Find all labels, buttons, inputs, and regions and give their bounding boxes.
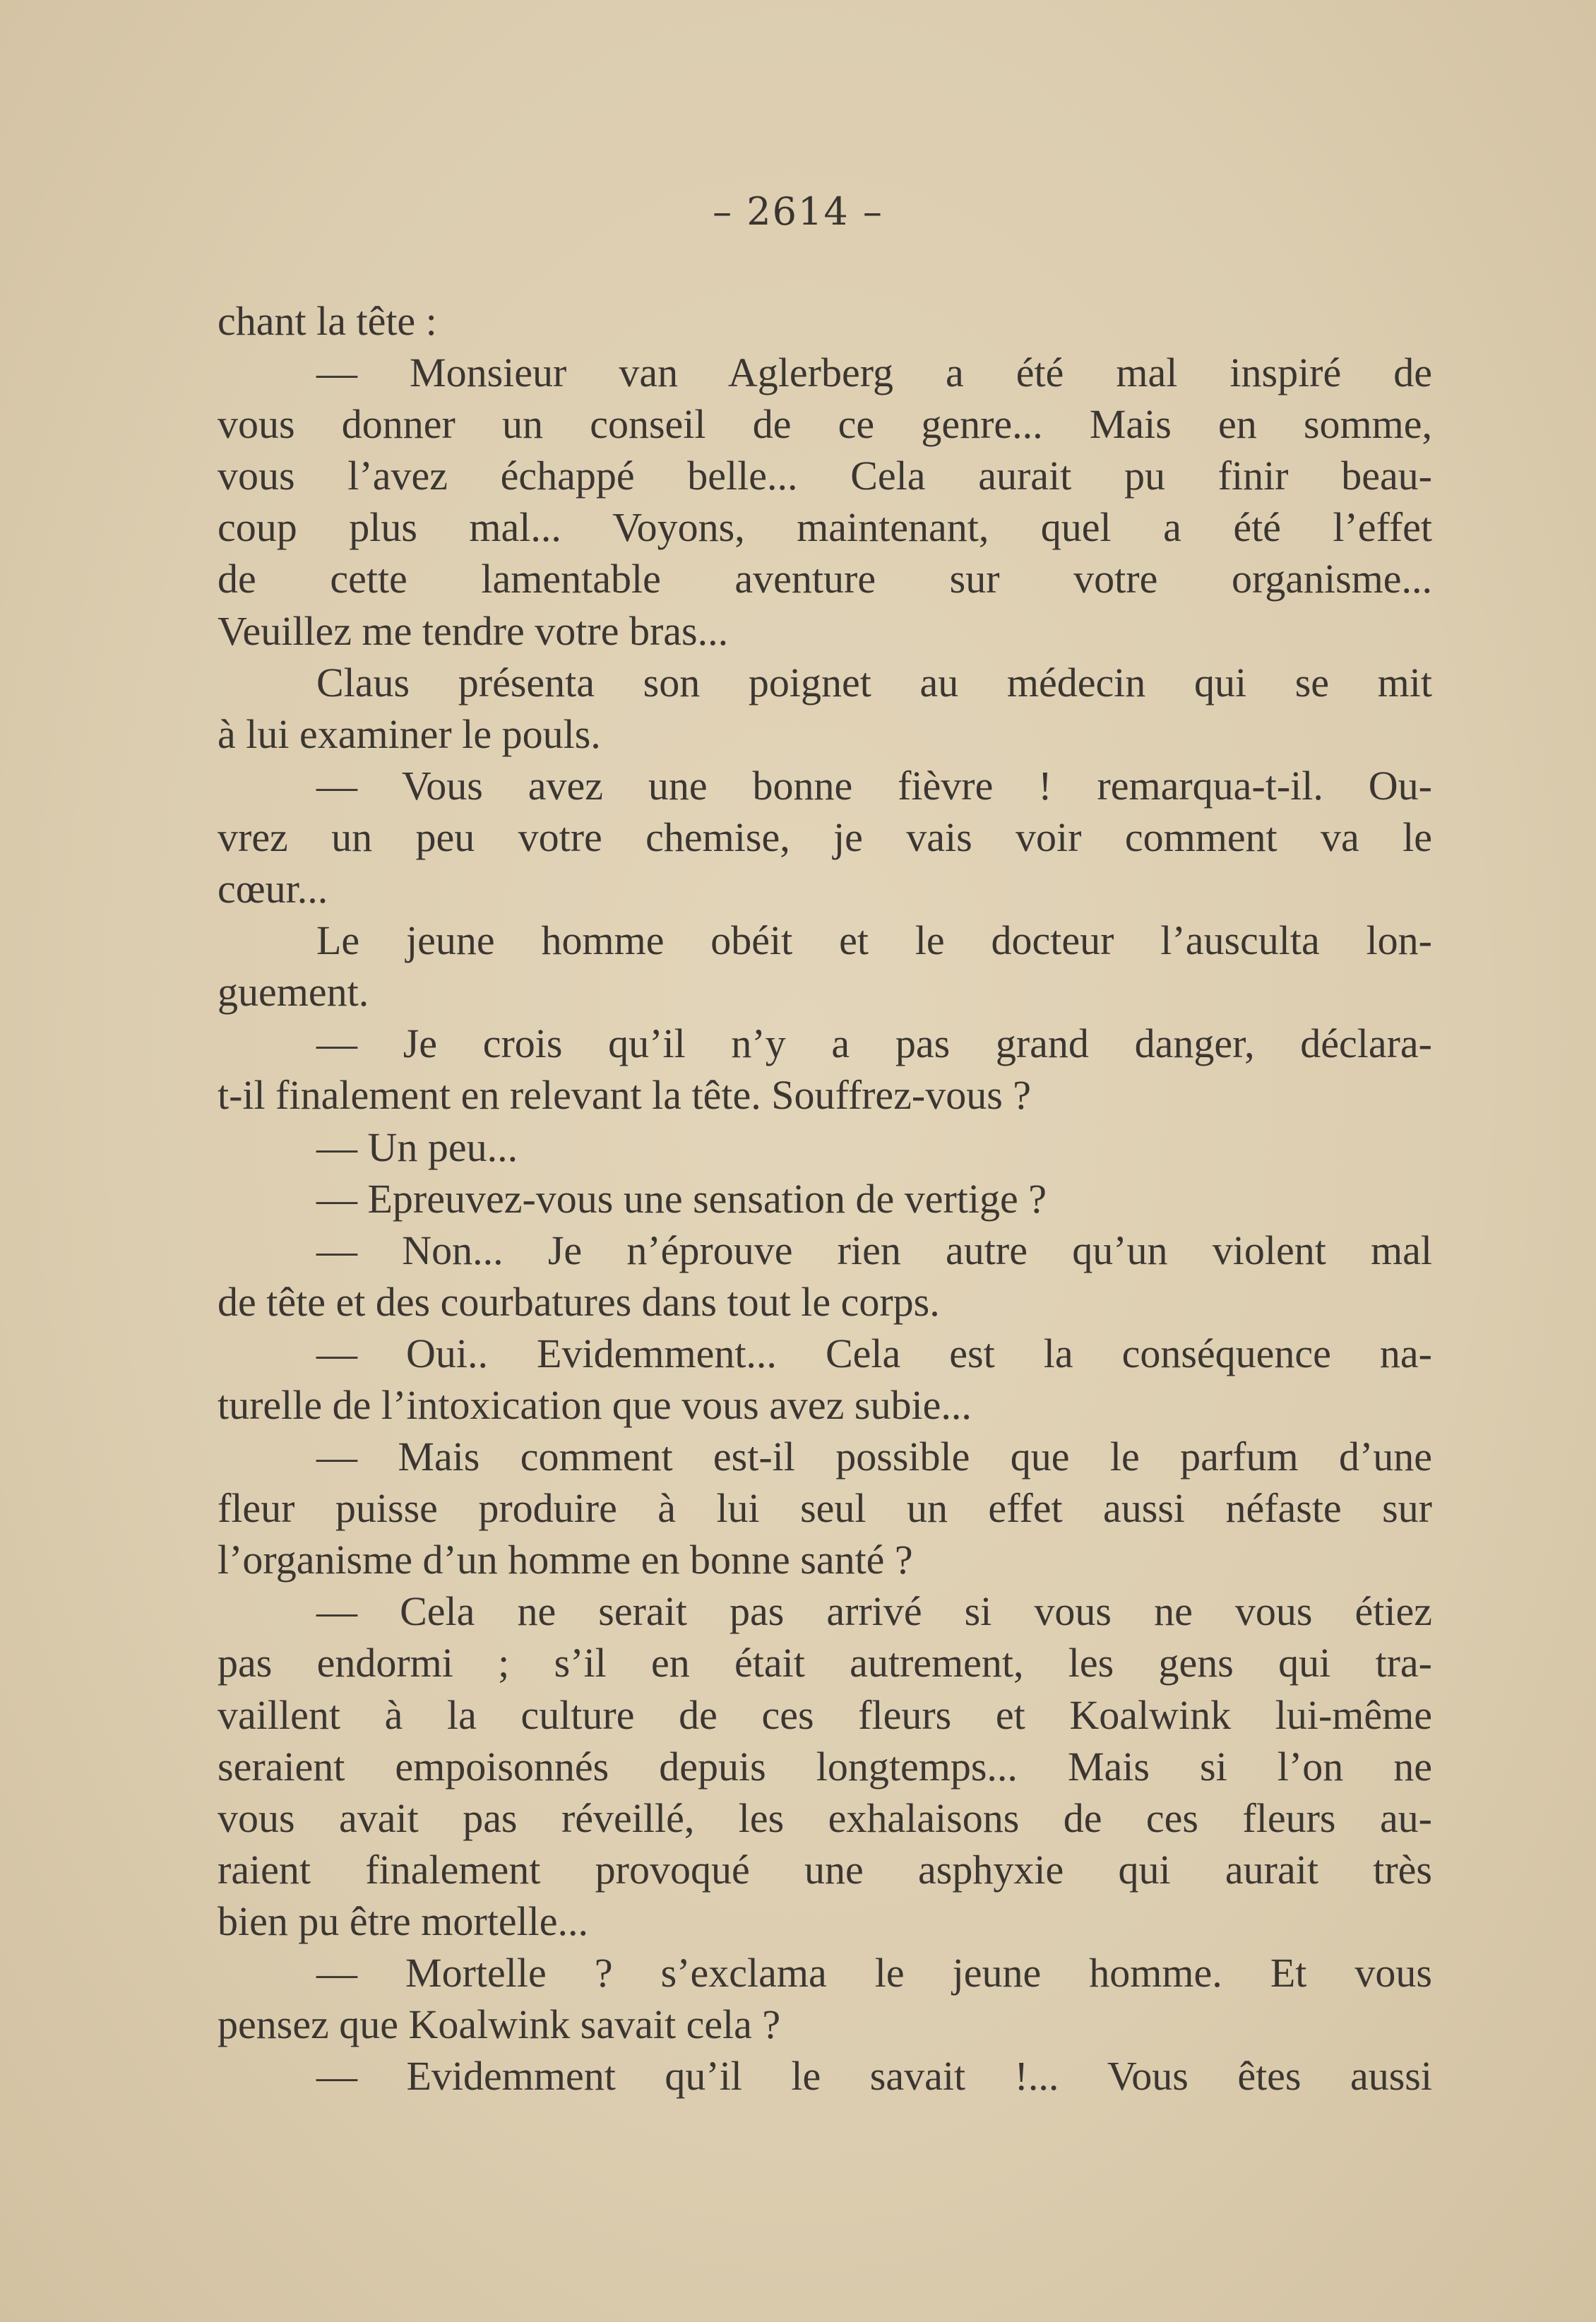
text-line: — Mortelle ? s’exclama le jeune homme. Et vous <box>316 1950 1432 1996</box>
text-line: — Cela ne serait pas arrivé si vous ne vous étiez <box>316 1588 1432 1635</box>
text-line: fleur puisse produire à lui seul un effet aussi néfaste sur <box>218 1485 1432 1532</box>
text-line: de tête et des courbatures dans tout le corps. <box>218 1278 940 1325</box>
text-line: à lui examiner le pouls. <box>218 710 601 757</box>
text-line: Veuillez me tendre votre bras... <box>218 607 729 654</box>
body-text <box>218 295 1432 2102</box>
page-number: – 2614 – <box>713 189 883 234</box>
text-line: turelle de l’intoxication que vous avez subie... <box>218 1381 972 1428</box>
text-line: vous donner un conseil de ce genre... Mais en somme, <box>218 401 1432 448</box>
text-line: — Vous avez une bonne fièvre ! remarqua-t-il. Ou- <box>316 762 1432 809</box>
text-line: — Mais comment est-il possible que le parfum d’une <box>316 1434 1432 1480</box>
text-line: cœur... <box>218 866 328 912</box>
text-line: vaillent à la culture de ces fleurs et Koalwink lui-même <box>218 1691 1432 1738</box>
text-line: pas endormi ; s’il en était autrement, les gens qui tra- <box>218 1640 1432 1686</box>
text-line: raient finalement provoqué une asphyxie qui aurait très <box>218 1846 1432 1893</box>
text-line: — Un peu... <box>316 1124 518 1170</box>
text-line: chant la tête : <box>218 298 437 344</box>
text-line: pensez que Koalwink savait cela ? <box>218 2001 781 2048</box>
text-line: seraient empoisonnés depuis longtemps... Mais si l’on ne <box>218 1743 1432 1790</box>
text-line: — Oui.. Evidemment... Cela est la conséquence na- <box>316 1330 1432 1376</box>
text-line: — Non... Je n’éprouve rien autre qu’un violent mal <box>316 1227 1432 1273</box>
text-line: vrez un peu votre chemise, je vais voir comment va le <box>218 814 1432 860</box>
text-line: de cette lamentable aventure sur votre organisme... <box>218 556 1432 602</box>
text-line: vous l’avez échappé belle... Cela aurait pu finir beau- <box>218 453 1432 499</box>
text-line: — Epreuvez-vous une sensation de vertige ? <box>316 1175 1047 1222</box>
text-line: — Monsieur van Aglerberg a été mal inspiré de <box>316 350 1432 396</box>
text-line: Claus présenta son poignet au médecin qui se mit <box>316 659 1432 705</box>
text-line: bien pu être mortelle... <box>218 1898 589 1944</box>
text-line: l’organisme d’un homme en bonne santé ? <box>218 1537 913 1583</box>
text-line: guement. <box>218 969 369 1016</box>
text-line: — Evidemment qu’il le savait !... Vous êtes aussi <box>316 2053 1432 2100</box>
text-line: t-il finalement en relevant la tête. Souffrez-vous ? <box>218 1072 1032 1119</box>
text-line: Le jeune homme obéit et le docteur l’ausculta lon- <box>316 917 1432 964</box>
text-line: vous avait pas réveillé, les exhalaisons de ces fleurs au- <box>218 1794 1432 1841</box>
text-line: coup plus mal... Voyons, maintenant, quel a été l’effet <box>218 504 1432 551</box>
text-line: — Je crois qu’il n’y a pas grand danger, déclara- <box>316 1020 1432 1067</box>
